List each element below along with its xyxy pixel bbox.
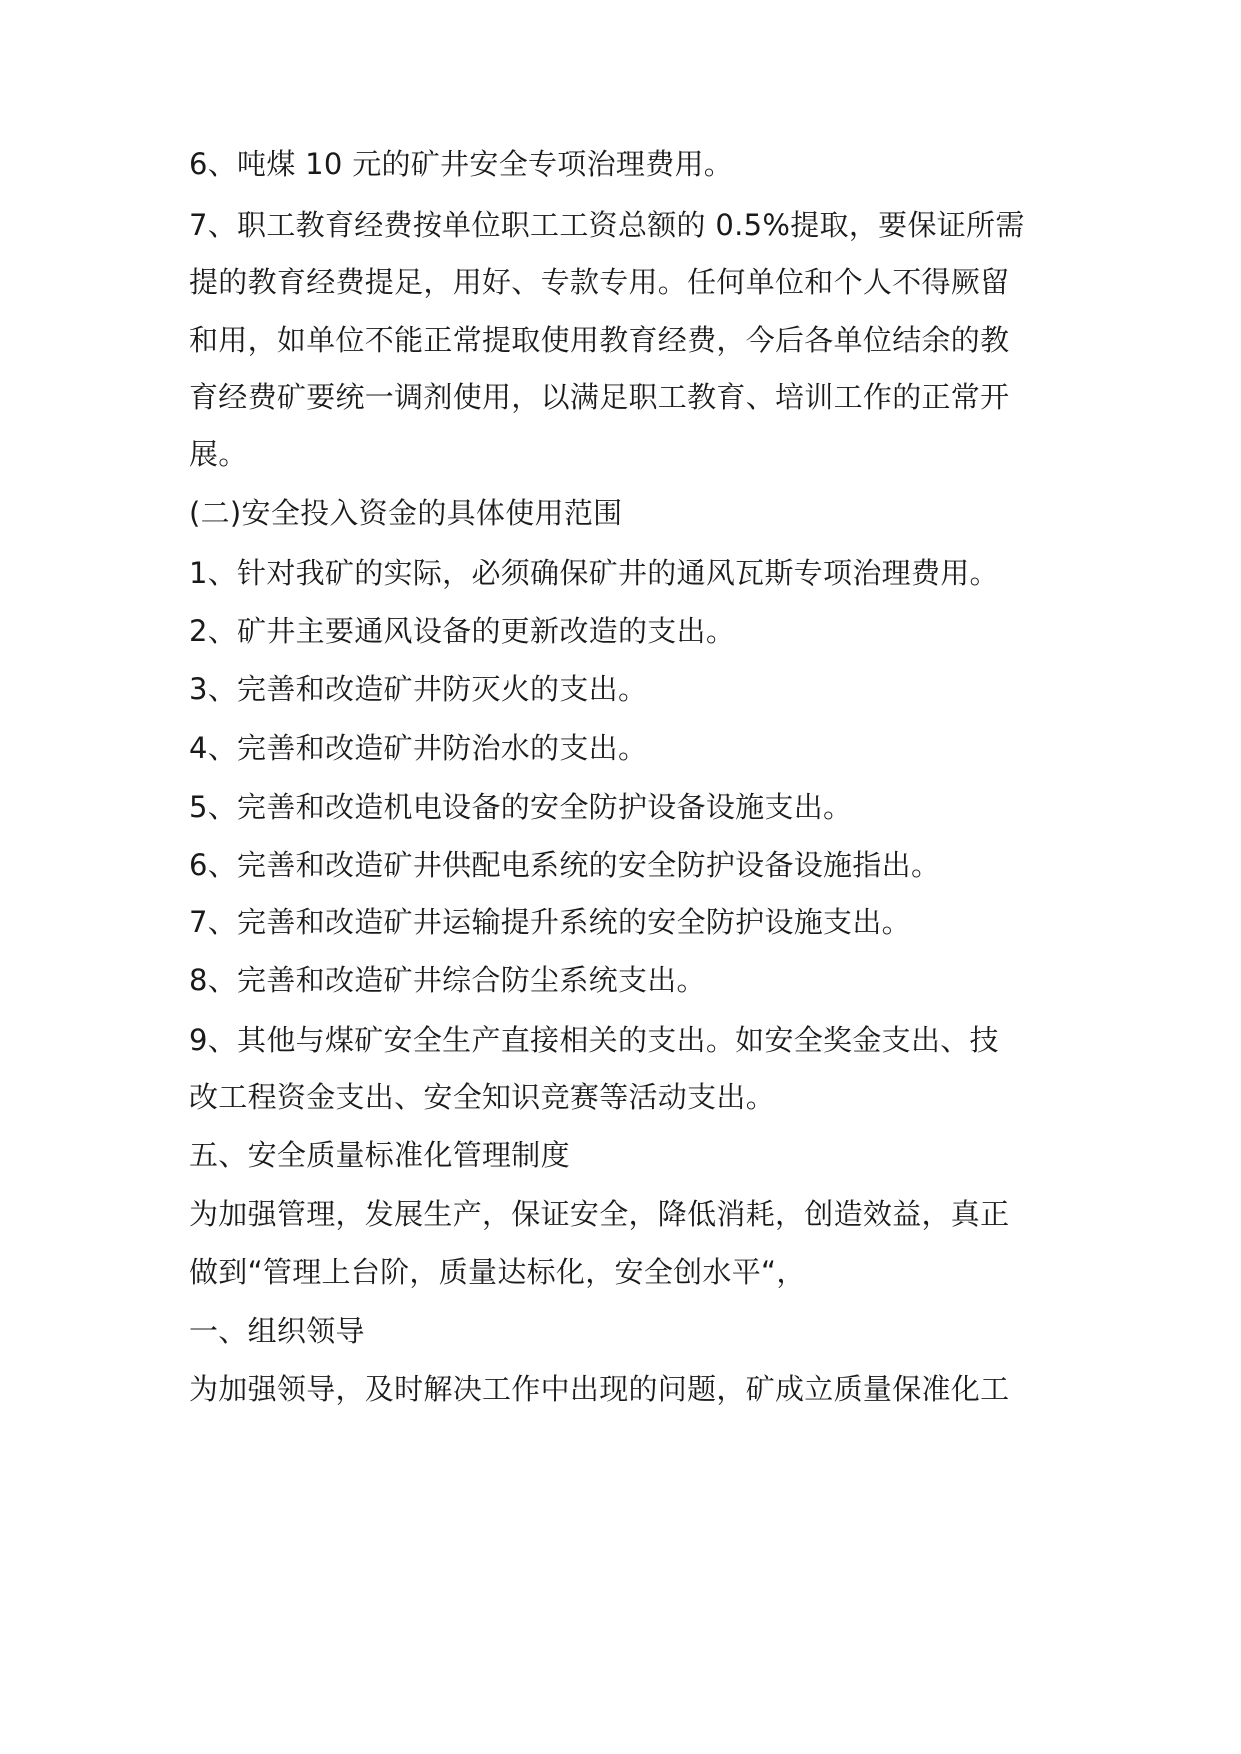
section-heading: (二)安全投入资金的具体使用范围 bbox=[189, 496, 623, 530]
text-line: 为加强管理，发展生产，保证安全，降低消耗，创造效益，真正 bbox=[189, 1197, 1010, 1231]
text-line: 7、职工教育经费按单位职工工资总额的 0.5%提取，要保证所需 bbox=[189, 208, 1025, 242]
text-line: 展。 bbox=[189, 437, 248, 471]
text-line: 改工程资金支出、安全知识竞赛等活动支出。 bbox=[189, 1080, 776, 1114]
text-line: 6、吨煤 10 元的矿井安全专项治理费用。 bbox=[189, 147, 734, 181]
list-item: 3、完善和改造矿井防灭火的支出。 bbox=[189, 672, 648, 706]
list-item: 7、完善和改造矿井运输提升系统的安全防护设施支出。 bbox=[189, 905, 911, 939]
text-line: 育经费矿要统一调剂使用，以满足职工教育、培训工作的正常开 bbox=[189, 380, 1010, 414]
list-item: 6、完善和改造矿井供配电系统的安全防护设备设施指出。 bbox=[189, 848, 941, 882]
text-line: 提的教育经费提足，用好、专款专用。任何单位和个人不得厥留 bbox=[189, 265, 1010, 299]
list-item: 9、其他与煤矿安全生产直接相关的支出。如安全奖金支出、技 bbox=[189, 1023, 999, 1057]
list-item: 8、完善和改造矿井综合防尘系统支出。 bbox=[189, 963, 706, 997]
list-item: 2、矿井主要通风设备的更新改造的支出。 bbox=[189, 614, 736, 648]
text-line: 为加强领导，及时解决工作中出现的问题，矿成立质量保准化工 bbox=[189, 1372, 1010, 1406]
list-item: 4、完善和改造矿井防治水的支出。 bbox=[189, 731, 648, 765]
text-line: 做到“管理上台阶，质量达标化，安全创水平“， bbox=[189, 1255, 806, 1289]
text-line: 和用，如单位不能正常提取使用教育经费，今后各单位结余的教 bbox=[189, 323, 1010, 357]
section-heading: 五、安全质量标准化管理制度 bbox=[189, 1138, 570, 1172]
list-item: 5、完善和改造机电设备的安全防护设备设施支出。 bbox=[189, 790, 853, 824]
section-heading: 一、组织领导 bbox=[189, 1314, 365, 1348]
list-item: 1、针对我矿的实际，必须确保矿井的通风瓦斯专项治理费用。 bbox=[189, 556, 999, 590]
